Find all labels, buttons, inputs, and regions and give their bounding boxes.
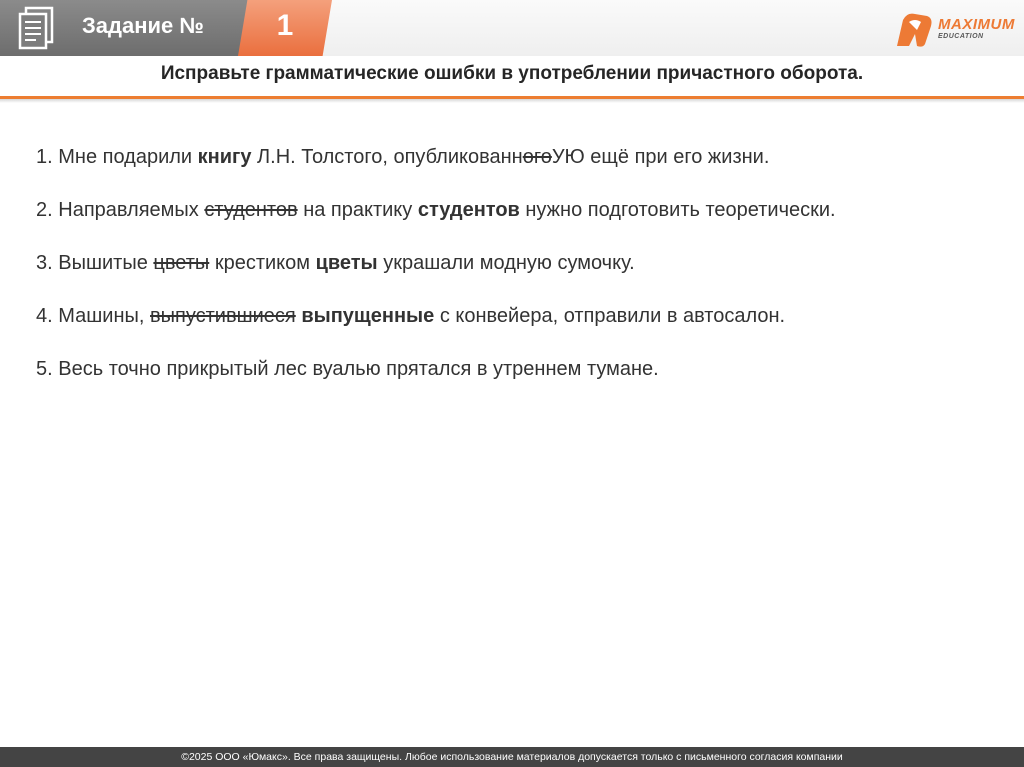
- sentence-number: 1.: [36, 146, 53, 168]
- sentence-number: 4.: [36, 305, 53, 327]
- task-label: Задание №: [82, 13, 204, 38]
- sentence-text: крестиком: [214, 252, 311, 274]
- sentence-text: УЮ ещё при его жизни.: [551, 146, 770, 168]
- logo-wordmark: MAXIMUM: [938, 16, 1015, 33]
- struck-ending: ого: [522, 146, 552, 168]
- logo-subtitle: EDUCATION: [938, 33, 984, 40]
- sentence-3: [36, 250, 996, 276]
- sentence-number: 3.: [36, 252, 53, 274]
- sentence-text: на практику: [303, 199, 413, 221]
- struck-word: студентов: [204, 199, 298, 221]
- sentence-number: 2.: [36, 199, 53, 221]
- sentence-list: [36, 144, 996, 409]
- correct-word: книгу: [197, 146, 252, 168]
- correct-word: цветы: [315, 252, 378, 274]
- header-divider-shadow: [0, 99, 1024, 103]
- correct-word: студентов: [417, 199, 520, 221]
- struck-word: выпустившиеся: [150, 305, 296, 327]
- sentence-2: [36, 197, 996, 223]
- sentence-text: Вышитые: [58, 252, 148, 274]
- sentence-text: Л.Н. Толстого, опубликованн: [257, 146, 523, 168]
- sentence-text: Машины,: [58, 305, 145, 327]
- task-number: 1: [276, 9, 294, 42]
- copyright-footer: ©2025 ООО «Юмакс». Все права защищены. Любое использование материалов допускается только с письменного согласия компании: [0, 747, 1024, 767]
- sentence-text: Направляемых: [58, 199, 199, 221]
- struck-word: цветы: [153, 252, 210, 274]
- sentence-text: Мне подарили: [58, 146, 193, 168]
- sentence-4: [36, 303, 996, 329]
- sentence-5: [36, 356, 996, 382]
- sentence-text: нужно подготовить теоретически.: [525, 199, 836, 221]
- sentence-text: Весь точно прикрытый лес вуалью прятался в утреннем тумане.: [58, 358, 659, 380]
- sentence-number: 5.: [36, 358, 53, 380]
- sentence-1: [36, 144, 996, 170]
- sentence-text: с конвейера, отправили в автосалон.: [439, 305, 786, 327]
- document-icon: [16, 6, 58, 50]
- correct-word: выпущенные: [301, 305, 435, 327]
- sentence-text: украшали модную сумочку.: [383, 252, 635, 274]
- task-instruction: Исправьте грамматические ошибки в употреблении причастного оборота.: [160, 63, 864, 84]
